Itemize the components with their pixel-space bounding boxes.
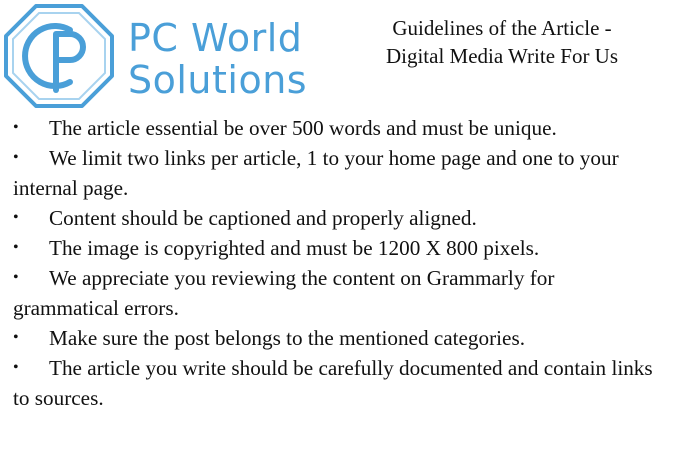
bullet-icon: • [13,119,19,136]
guideline-text: We limit two links per article, 1 to your home page and one to your internal page. [13,146,619,200]
guideline-text: Make sure the post belongs to the mentioned categories. [49,326,526,350]
bullet-icon: • [13,359,19,376]
guideline-text: The article essential be over 500 words and must be unique. [49,116,557,140]
page-title [362,14,642,70]
list-item [13,233,663,263]
bullet-icon: • [13,269,19,286]
page-title-line1: Guidelines of the Article - [392,16,612,40]
list-item [13,323,663,353]
page-title-line2: Digital Media Write For Us [385,44,619,68]
list-item [13,203,663,233]
guideline-text: The image is copyrighted and must be 1200 X 800 pixels. [49,236,540,260]
bullet-icon: • [13,209,19,226]
cp-logo-icon [4,4,114,108]
guideline-text: Content should be captioned and properly aligned. [49,206,477,230]
bullet-icon: • [13,239,19,256]
list-item [13,143,663,203]
list-item [13,113,663,143]
brand-name-line1: PC World [128,16,303,60]
brand-name-line2: Solutions [128,58,308,102]
bullet-icon: • [13,149,19,166]
list-item [13,263,663,323]
bullet-icon: • [13,329,19,346]
brand-logo [4,4,334,104]
guideline-text: The article you write should be carefully documented and contain links to sources. [13,356,653,410]
list-item [13,353,663,413]
guidelines-list [13,113,663,413]
guideline-text: We appreciate you reviewing the content on Grammarly for grammatical errors. [13,266,555,320]
